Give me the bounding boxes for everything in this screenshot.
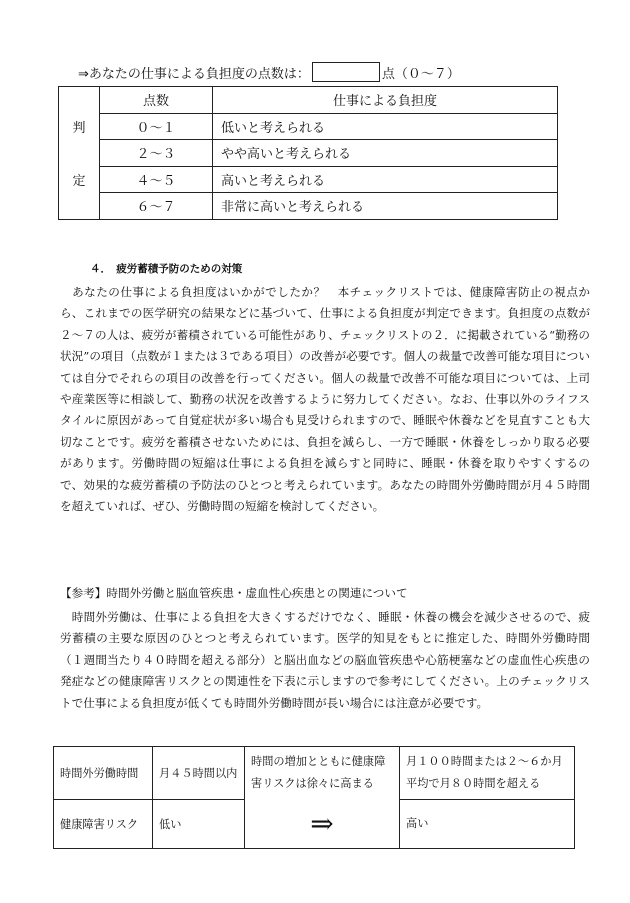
risk-level-high: 高い xyxy=(400,800,575,849)
judgement-row xyxy=(59,193,558,220)
risk-hours-middle: 時間の増加とともに健康障害リスクは徐々に高まる xyxy=(245,747,400,800)
judgement-score: ０～１ xyxy=(100,113,213,140)
score-line-prefix: ⇒あなたの仕事による負担度の点数は： xyxy=(78,66,310,82)
judgement-side-top xyxy=(59,87,100,114)
judgement-side-label-bottom: 定 xyxy=(59,166,100,193)
score-line xyxy=(78,62,460,82)
score-input-box[interactable] xyxy=(312,62,380,82)
section-4-paragraph: あなたの仕事による負担度はいかがでしたか？ 本チェックリストでは、健康障害防止の視点から、これまでの医学研究の結果などに基づいて、仕事による負担度が判定できます。負担度の点数が２～７の人は、疲労が蓄積されている可能性があり、チェックリストの２．に掲載されている“勤務の状況”の項目（点数が１または３である項目）の改善が必要です。個人の裁量で改善可能な項目については自分でそれらの項目の改善を行ってください。個人の裁量で改善不可能な項目については、上司や産業医等に相談して、勤務の状況を改善するように努力してください。なお、仕事以外のライフスタイルに原因があって自覚症状が多い場合も見受けられますので、睡眠や休養などを見直すことも大切なことです。疲労を蓄積させないためには、負担を減らし、一方で睡眠・休養をしっかり取る必要があります。労働時間の短縮は仕事による負担を減らすと同時に、睡眠・休養を取りやすくするので、効果的な疲労蓄積の予防法のひとつと考えられています。あなたの時間外労働時間が月４５時間を超えていれば、ぜひ、労働時間の短縮を検討してください。 xyxy=(60,285,590,514)
judgement-score: ４～５ xyxy=(100,166,213,193)
right-arrow-icon: ⇒ xyxy=(245,800,400,849)
score-line-suffix: 点（０～７） xyxy=(381,66,460,82)
judgement-row xyxy=(59,140,558,167)
judgement-score: ６～７ xyxy=(100,193,213,220)
judgement-side-spacer xyxy=(59,140,100,167)
reference-heading: 【参考】時間外労働と脳血管疾患・虚血性心疾患との関連について xyxy=(60,586,408,600)
judgement-desc: 非常に高いと考えられる xyxy=(213,193,558,220)
judgement-table xyxy=(58,86,558,220)
risk-row-level xyxy=(54,800,575,849)
risk-table xyxy=(53,746,575,849)
risk-label-level: 健康障害リスク xyxy=(54,800,153,849)
judgement-side-spacer xyxy=(59,193,100,220)
judgement-header-row xyxy=(59,87,558,114)
risk-hours-high: 月１００時間または２～６か月平均で月８０時間を超える xyxy=(400,747,575,800)
reference-paragraph: 時間外労働は、仕事による負担を大きくするだけでなく、睡眠・休養の機会を減少させるので、疲労蓄積の主要な原因のひとつと考えられています。医学的知見をもとに推定した、時間外労働時間（１週間当たり４０時間を超える部分）と脳出血などの脳血管疾患や心筋梗塞などの虚血性心疾患の発症などの健康障害リスクとの関連性を下表に示しますので参考にしてください。上のチェックリストで仕事による負担度が低くても時間外労働時間が長い場合には注意が必要です。 xyxy=(60,610,590,710)
risk-hours-low: 月４５時間以内 xyxy=(153,747,245,800)
risk-row-hours xyxy=(54,747,575,800)
judgement-header-desc: 仕事による負担度 xyxy=(213,87,558,114)
judgement-desc: 高いと考えられる xyxy=(213,166,558,193)
judgement-row xyxy=(59,113,558,140)
judgement-score: ２～３ xyxy=(100,140,213,167)
risk-level-low: 低い xyxy=(153,800,245,849)
judgement-desc: やや高いと考えられる xyxy=(213,140,558,167)
judgement-header-score: 点数 xyxy=(100,87,213,114)
judgement-row xyxy=(59,166,558,193)
judgement-side-label-top: 判 xyxy=(59,113,100,140)
section-4-heading: ４． 疲労蓄積予防のための対策 xyxy=(90,263,243,275)
judgement-desc: 低いと考えられる xyxy=(213,113,558,140)
risk-label-hours: 時間外労働時間 xyxy=(54,747,153,800)
